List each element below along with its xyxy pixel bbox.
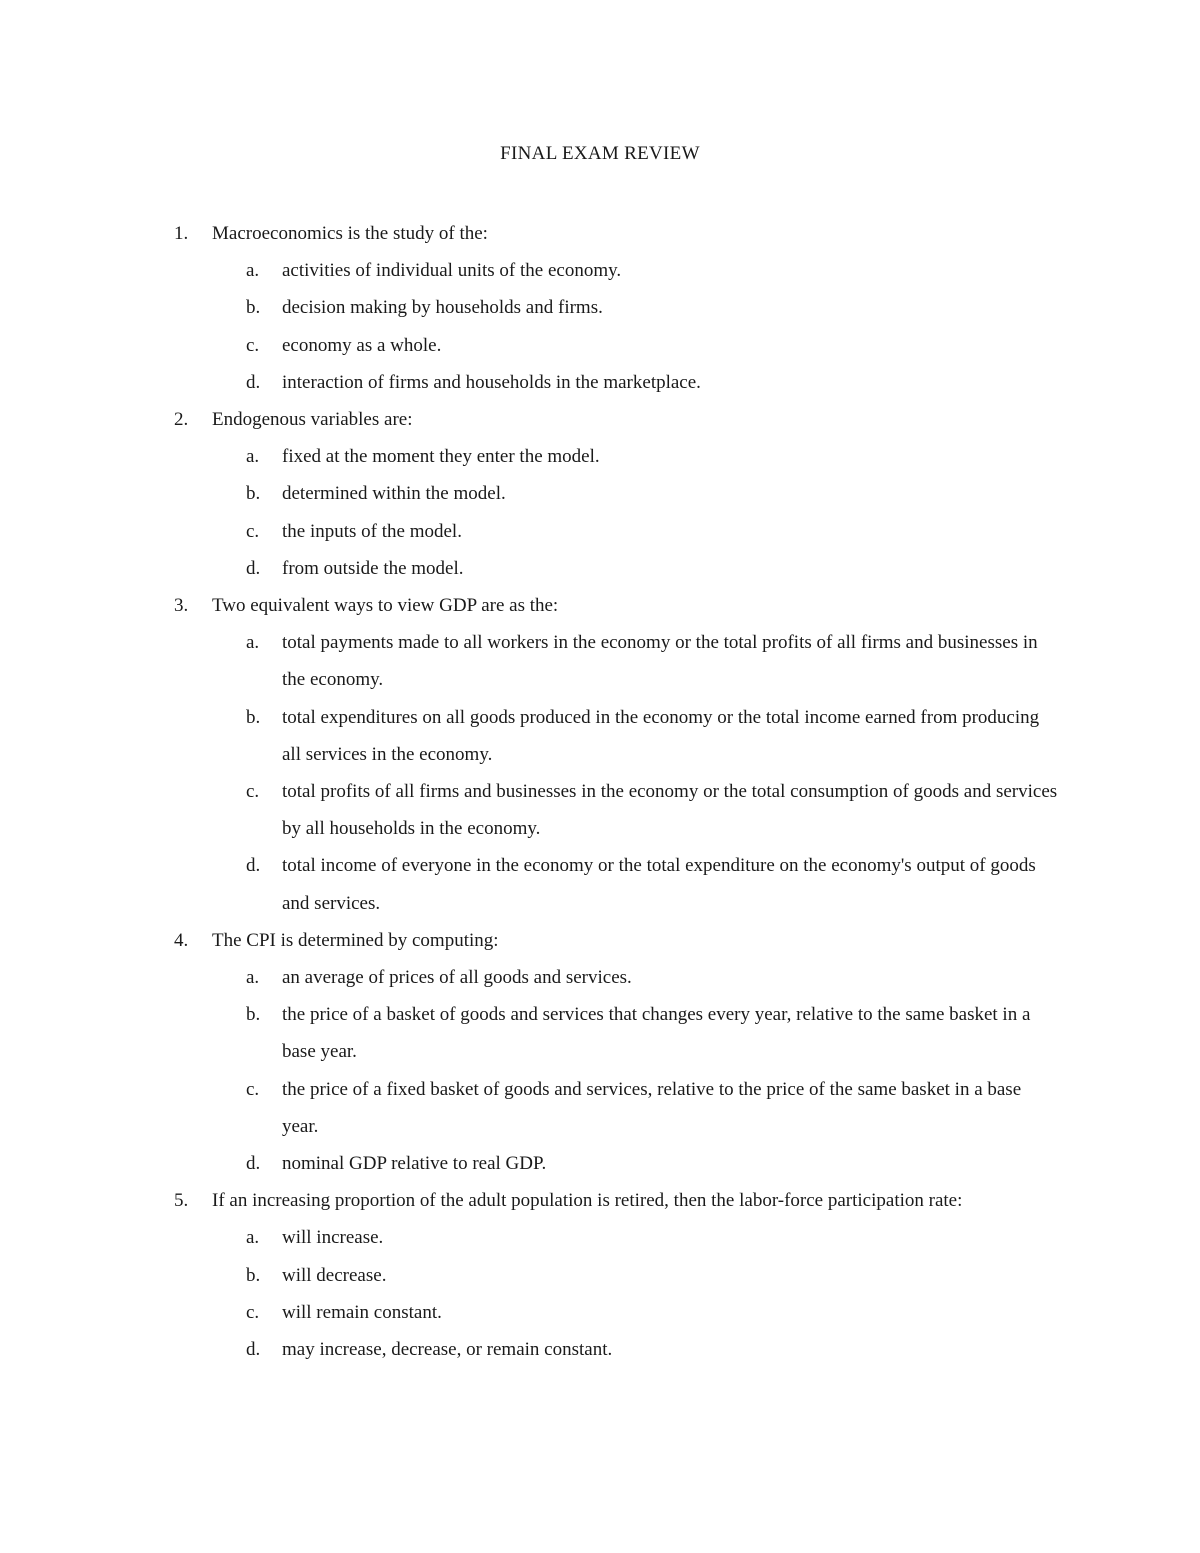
option-letter: c. — [246, 1078, 260, 1100]
option-letter: a. — [246, 632, 260, 654]
option-text: will decrease. — [282, 1264, 387, 1286]
option-item — [0, 624, 1200, 698]
option-letter: d. — [246, 371, 261, 393]
option-text: an average of prices of all goods and services. — [282, 967, 632, 989]
option-text: activities of individual units of the economy. — [282, 260, 622, 282]
option-item — [0, 327, 1200, 364]
option-text: interaction of firms and households in the marketplace. — [282, 371, 701, 393]
option-text: may increase, decrease, or remain constant. — [282, 1339, 613, 1361]
option-letter: a. — [246, 260, 260, 282]
option-item — [0, 773, 1200, 847]
question-list — [0, 215, 1200, 1368]
option-text: will remain constant. — [282, 1301, 442, 1323]
option-letter: c. — [246, 520, 260, 542]
option-item — [0, 1257, 1200, 1294]
option-item — [0, 1331, 1200, 1368]
question-number: 2. — [174, 409, 189, 431]
option-letter: a. — [246, 1227, 260, 1249]
option-letter: b. — [246, 297, 261, 319]
option-text: fixed at the moment they enter the model. — [282, 446, 600, 468]
option-letter: a. — [246, 446, 260, 468]
option-text: the price of a fixed basket of goods and services, relative to the price of the same basket in a base year. — [282, 1078, 1022, 1137]
option-letter: b. — [246, 706, 261, 728]
option-text: will increase. — [282, 1227, 384, 1249]
option-item — [0, 289, 1200, 326]
option-item — [0, 1294, 1200, 1331]
option-item — [0, 252, 1200, 289]
option-letter: c. — [246, 781, 260, 803]
question-item — [0, 401, 1200, 587]
option-item — [0, 513, 1200, 550]
option-letter: b. — [246, 1004, 261, 1026]
option-letter: a. — [246, 967, 260, 989]
option-text: economy as a whole. — [282, 334, 442, 356]
option-letter: c. — [246, 334, 260, 356]
option-text: determined within the model. — [282, 483, 506, 505]
option-item — [0, 699, 1200, 773]
option-list — [0, 624, 1200, 922]
option-item — [0, 364, 1200, 401]
option-item — [0, 996, 1200, 1070]
page-title: FINAL EXAM REVIEW — [500, 143, 700, 164]
option-text: total payments made to all workers in the economy or the total profits of all firms and businesses in the economy. — [282, 632, 1038, 691]
option-list — [0, 438, 1200, 587]
option-item — [0, 438, 1200, 475]
question-number: 5. — [174, 1190, 189, 1212]
option-list — [0, 1219, 1200, 1368]
option-letter: c. — [246, 1301, 260, 1323]
option-letter: d. — [246, 1339, 261, 1361]
option-text: from outside the model. — [282, 557, 464, 579]
question-item — [0, 922, 1200, 1182]
option-item — [0, 1071, 1200, 1145]
option-text: total expenditures on all goods produced in the economy or the total income earned from producing all services in the economy. — [282, 706, 1040, 765]
option-text: total profits of all firms and businesses in the economy or the total consumption of goods and services by all households in the economy. — [282, 781, 1058, 840]
question-text: If an increasing proportion of the adult population is retired, then the labor-force participation rate: — [212, 1190, 963, 1212]
option-list — [0, 959, 1200, 1182]
option-item — [0, 550, 1200, 587]
option-item — [0, 475, 1200, 512]
question-text: Two equivalent ways to view GDP are as the: — [212, 595, 559, 617]
option-text: nominal GDP relative to real GDP. — [282, 1153, 547, 1175]
question-text: Macroeconomics is the study of the: — [212, 223, 488, 244]
option-item — [0, 959, 1200, 996]
option-letter: d. — [246, 1153, 261, 1175]
option-item — [0, 847, 1200, 921]
option-letter: d. — [246, 557, 261, 579]
option-text: total income of everyone in the economy or the total expenditure on the economy's output of goods and services. — [282, 855, 1036, 914]
question-text: The CPI is determined by computing: — [212, 929, 499, 951]
question-number: 1. — [174, 223, 189, 244]
question-number: 3. — [174, 595, 189, 617]
option-item — [0, 1219, 1200, 1256]
option-list — [0, 252, 1200, 401]
option-item — [0, 1145, 1200, 1182]
question-item — [0, 215, 1200, 401]
question-number: 4. — [174, 929, 189, 951]
option-text: decision making by households and firms. — [282, 297, 603, 319]
option-text: the inputs of the model. — [282, 520, 462, 542]
option-letter: b. — [246, 1264, 261, 1286]
question-item — [0, 587, 1200, 922]
option-letter: d. — [246, 855, 261, 877]
option-letter: b. — [246, 483, 261, 505]
question-item — [0, 1182, 1200, 1368]
question-text: Endogenous variables are: — [212, 409, 413, 431]
option-text: the price of a basket of goods and services that changes every year, relative to the same basket in a base year. — [282, 1004, 1031, 1063]
